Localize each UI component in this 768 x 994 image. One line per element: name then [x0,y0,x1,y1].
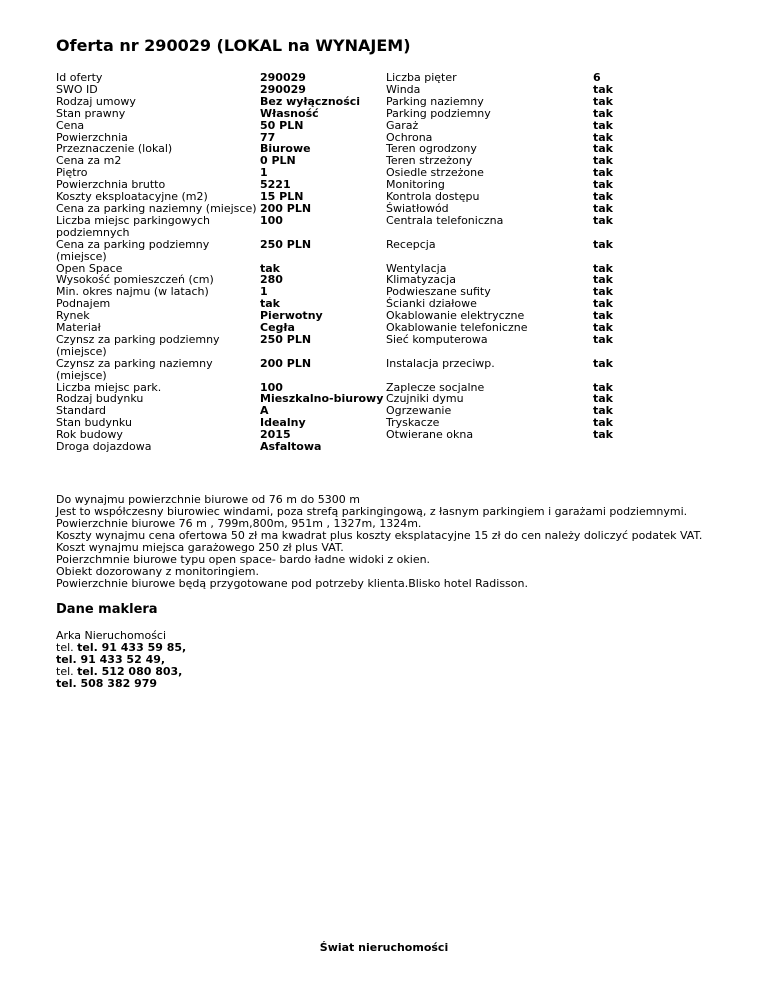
details-row [56,393,633,405]
feature-label: Ścianki działowe [386,297,477,311]
feature-label: Tryskacze [386,416,440,430]
detail-label: Powierzchnia [56,130,128,144]
feature-label: Sieć komputerowa [386,332,488,346]
description-line: Powierzchnie biurowe będą przygotowane pod potrzeby klienta.Blisko hotel Radisson. [56,577,528,590]
detail-value: 280 [260,273,283,287]
details-row [56,143,633,155]
details-row [56,405,633,417]
detail-value: 0 PLN [260,154,296,168]
detail-label: Rodzaj umowy [56,94,136,108]
detail-value: Pierwotny [260,309,323,323]
feature-label: Parking naziemny [386,94,484,108]
feature-label: Podwieszane sufity [386,285,491,299]
feature-label: Instalacja przeciwp. [386,356,495,370]
agent-phone: tel. 91 433 52 49, [56,653,166,666]
detail-label: Stan prawny [56,106,126,120]
detail-value: Idealny [260,416,306,430]
offer-page [56,36,736,690]
details-row [56,72,633,84]
feature-value: tak [593,106,613,120]
agent-info [56,630,736,690]
feature-value: tak [593,94,613,108]
feature-value: tak [593,380,613,394]
feature-label [386,441,593,453]
detail-value: 200 PLN [260,201,312,215]
agent-phone: tel. 508 382 979 [56,677,158,690]
details-row [56,108,633,120]
feature-value: tak [593,332,613,346]
detail-value: 290029 [260,82,306,96]
feature-value: tak [593,309,613,323]
description-line: Koszt wynajmu miejsca garażowego 250 zł plus VAT. [56,541,344,554]
agent-heading: Dane maklera [56,602,158,617]
detail-value: tak [260,261,280,275]
detail-value: Własność [260,106,319,120]
detail-label: Cena [56,118,85,132]
detail-label: Rynek [56,309,90,323]
detail-value: 250 PLN [260,332,312,346]
detail-label: Droga dojazdowa [56,440,152,454]
detail-label: Koszty eksploatacyjne (m2) [56,190,208,204]
description-line: Jest to współczesny biurowiec windami, poza strefą parkingingową, z łasnym parkingiem i garażami podziemnymi. [56,505,688,518]
description-line: Poierzchmnie biurowe typu open space- bardo ładne widoki z okien. [56,553,431,566]
details-row [56,120,633,132]
feature-value: tak [593,178,613,192]
feature-label: Wentylacja [386,261,447,275]
feature-value: tak [593,82,613,96]
feature-value: tak [593,416,613,430]
detail-label: Czynsz za parking naziemny (miejsce) [56,356,213,382]
feature-label: Monitoring [386,178,445,192]
description-line: Koszty wynajmu cena ofertowa 50 zł ma kwadrat plus koszty eksplatacyjne 15 zł do cen należy doliczyć podatek VAT. [56,529,703,542]
feature-value: tak [593,237,613,251]
feature-label: Centrala telefoniczna [386,213,504,227]
details-row [56,298,633,310]
details-row [56,417,633,429]
detail-value: Asfaltowa [260,440,322,454]
feature-label: Kontrola dostępu [386,190,480,204]
details-row [56,286,633,298]
detail-value: Biurowe [260,142,311,156]
details-row [56,358,633,382]
feature-value [593,441,633,453]
agent-phone: tel. 512 080 803, [77,665,183,678]
feature-value: tak [593,404,613,418]
feature-label: Teren strzeżony [386,154,473,168]
feature-value: 6 [593,71,601,84]
feature-label: Ogrzewanie [386,404,452,418]
description-line: Powierzchnie biurowe 76 m , 799m,800m, 951m , 1327m, 1324m. [56,517,422,530]
details-row [56,96,633,108]
tel-prefix: tel. [56,665,74,678]
detail-label: Liczba miejsc park. [56,380,162,394]
feature-label: Teren ogrodzony [386,142,477,156]
detail-value: 77 [260,130,276,144]
agent-phone: tel. 91 433 59 85, [77,641,187,654]
feature-value: tak [593,201,613,215]
feature-label: Recepcja [386,237,436,251]
offer-details-table [56,72,633,453]
feature-value: tak [593,356,613,370]
details-row [56,441,633,453]
feature-value: tak [593,428,613,442]
detail-label: Open Space [56,261,123,275]
detail-label: Stan budynku [56,416,132,430]
feature-value: tak [593,130,613,144]
detail-value: 15 PLN [260,190,304,204]
detail-value: 100 [260,380,283,394]
details-row [56,215,633,239]
feature-label: Garaż [386,118,419,132]
feature-label: Ochrona [386,130,433,144]
detail-value: 100 [260,213,283,227]
detail-label: Rodzaj budynku [56,392,144,406]
detail-label: Cena za m2 [56,154,122,168]
detail-value: Bez wyłączności [260,94,361,108]
detail-label: Materiał [56,321,101,335]
feature-label: Parking podziemny [386,106,491,120]
detail-value: 200 PLN [260,356,312,370]
offer-description [56,494,736,590]
feature-label: Czujniki dymu [386,392,464,406]
detail-value: 50 PLN [260,118,304,132]
agent-company: Arka Nieruchomości [56,629,167,642]
detail-value: 1 [260,285,268,299]
detail-value: tak [260,297,280,311]
detail-value: Mieszkalno-biurowy [260,392,384,406]
feature-value: tak [593,118,613,132]
feature-value: tak [593,154,613,168]
detail-label: Cena za parking naziemny (miejsce) [56,201,257,215]
detail-label: Powierzchnia brutto [56,178,166,192]
feature-value: tak [593,321,613,335]
details-row [56,239,633,263]
page-footer: Świat nieruchomości [319,941,449,954]
feature-label: Winda [386,82,421,96]
agent-phone-line-4 [56,678,736,690]
details-row [56,155,633,167]
detail-label: Piętro [56,166,88,180]
feature-value: tak [593,285,613,299]
detail-label: SWO ID [56,82,98,96]
feature-label: Liczba pięter [386,71,457,84]
detail-label: Przeznaczenie (lokal) [56,142,173,156]
feature-label: Światłowód [386,201,449,215]
feature-label: Zaplecze socjalne [386,380,485,394]
detail-value: 5221 [260,178,291,192]
detail-label: Standard [56,404,107,418]
description-line: Do wynajmu powierzchnie biurowe od 76 m do 5300 m [56,493,360,506]
feature-label: Otwierane okna [386,428,474,442]
detail-label: Min. okres najmu (w latach) [56,285,209,299]
detail-value: 2015 [260,428,291,442]
detail-value: 250 PLN [260,237,312,251]
feature-value: tak [593,261,613,275]
feature-label: Klimatyzacja [386,273,456,287]
detail-label: Id oferty [56,71,103,84]
detail-label: Podnajem [56,297,111,311]
feature-label: Osiedle strzeżone [386,166,484,180]
details-row [56,334,633,358]
detail-value: 290029 [260,71,306,84]
detail-label: Rok budowy [56,428,123,442]
detail-label: Czynsz za parking podziemny (miejsce) [56,332,220,358]
agent-phone-line-3 [56,666,736,678]
detail-label: Wysokość pomieszczeń (cm) [56,273,214,287]
feature-value: tak [593,297,613,311]
feature-value: tak [593,190,613,204]
feature-label: Okablowanie elektryczne [386,309,525,323]
detail-value: A [260,404,269,418]
detail-value: Cegła [260,321,295,335]
description-line: Obiekt dozorowany z monitoringiem. [56,565,259,578]
feature-label: Okablowanie telefoniczne [386,321,528,335]
detail-label: Cena za parking podziemny (miejsce) [56,237,210,263]
page-title: Oferta nr 290029 (LOKAL na WYNAJEM) [56,36,411,55]
feature-value: tak [593,142,613,156]
detail-value: 1 [260,166,268,180]
feature-value: tak [593,166,613,180]
details-row [56,310,633,322]
feature-value: tak [593,213,613,227]
detail-label: Liczba miejsc parkingowych podziemnych [56,213,210,239]
tel-prefix: tel. [56,641,74,654]
feature-value: tak [593,392,613,406]
feature-value: tak [593,273,613,287]
